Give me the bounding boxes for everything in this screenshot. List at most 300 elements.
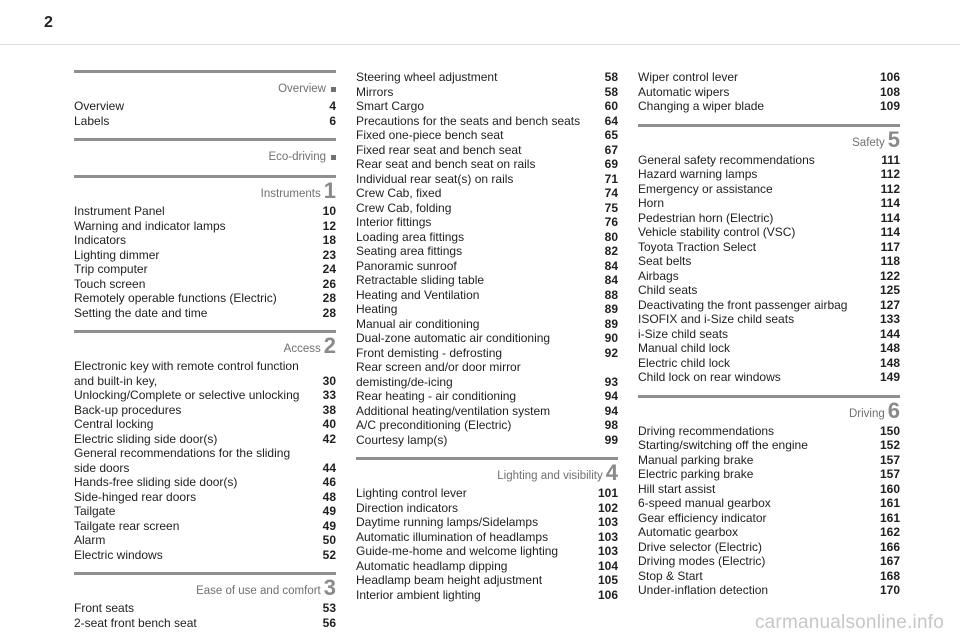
entry-page-number: 33 bbox=[322, 388, 336, 402]
toc-section bbox=[74, 175, 336, 320]
toc-section bbox=[356, 70, 618, 447]
entry-page-number: 166 bbox=[879, 539, 900, 554]
entry-page-number: 52 bbox=[322, 547, 336, 562]
toc-entry[interactable] bbox=[638, 327, 900, 342]
entry-title: Electric child lock bbox=[638, 355, 731, 370]
entry-title: Manual parking brake bbox=[638, 452, 754, 467]
square-bullet-icon bbox=[331, 155, 336, 160]
toc-entry[interactable] bbox=[356, 172, 618, 187]
toc-entry[interactable] bbox=[74, 306, 336, 321]
toc-entry[interactable] bbox=[356, 573, 618, 588]
toc-entry[interactable] bbox=[74, 233, 336, 248]
toc-entry[interactable] bbox=[356, 331, 618, 346]
entry-page-number: 149 bbox=[879, 370, 900, 384]
toc-entry[interactable] bbox=[638, 153, 900, 168]
toc-entry[interactable] bbox=[638, 225, 900, 240]
toc-entry[interactable] bbox=[356, 99, 618, 114]
entry-title: Instrument Panel bbox=[74, 204, 165, 218]
entry-title: Indicators bbox=[74, 233, 127, 247]
toc-entry[interactable] bbox=[638, 70, 900, 85]
toc-entry[interactable] bbox=[356, 143, 618, 158]
section-number: 6 bbox=[887, 397, 900, 423]
entry-page-number: 44 bbox=[322, 460, 336, 475]
entry-page-number: 170 bbox=[879, 583, 900, 597]
entry-title: Hazard warning lamps bbox=[638, 167, 758, 181]
entry-page-number: 46 bbox=[322, 475, 336, 489]
entry-title: Electric parking brake bbox=[638, 467, 754, 481]
entry-title: Remotely operable functions (Electric) bbox=[74, 291, 277, 305]
entry-title: Direction indicators bbox=[356, 500, 459, 515]
entry-title: Crew Cab, fixed bbox=[356, 186, 442, 200]
toc-entry[interactable] bbox=[356, 302, 618, 317]
toc-entry[interactable] bbox=[356, 433, 618, 448]
toc-entry[interactable] bbox=[74, 432, 336, 447]
toc-entry[interactable] bbox=[638, 240, 900, 255]
entry-title: Individual rear seat(s) on rails bbox=[356, 171, 514, 186]
entry-title: Fixed one-piece bench seat bbox=[356, 128, 504, 142]
entry-title: Side-hinged rear doors bbox=[74, 489, 197, 504]
entry-title: Seating area fittings bbox=[356, 244, 463, 258]
toc-entry[interactable] bbox=[356, 404, 618, 419]
entry-title: Headlamp beam height adjustment bbox=[356, 573, 543, 587]
toc-entry[interactable] bbox=[638, 85, 900, 100]
entry-page-number: 28 bbox=[322, 305, 336, 320]
toc-entry[interactable] bbox=[356, 515, 618, 530]
entry-title: Loading area fittings bbox=[356, 229, 465, 244]
entry-page-number: 89 bbox=[604, 302, 618, 316]
entry-page-number: 167 bbox=[879, 554, 900, 568]
entry-title: Precautions for the seats and bench seats bbox=[356, 113, 581, 128]
entry-title: Warning and indicator lamps bbox=[74, 218, 226, 233]
toc-entry[interactable] bbox=[638, 167, 900, 182]
entry-title: Manual air conditioning bbox=[356, 316, 480, 331]
entry-page-number: 114 bbox=[880, 196, 900, 210]
toc-entry[interactable] bbox=[74, 114, 336, 129]
entry-page-number: 64 bbox=[604, 113, 618, 128]
entry-page-number: 76 bbox=[604, 215, 618, 229]
toc-entry[interactable] bbox=[356, 186, 618, 201]
section-header bbox=[74, 330, 336, 357]
toc-entry[interactable] bbox=[356, 259, 618, 274]
toc-entry[interactable] bbox=[356, 70, 618, 85]
entry-page-number: 74 bbox=[604, 186, 618, 200]
entry-page-number: 144 bbox=[879, 326, 900, 341]
entry-page-number: 18 bbox=[322, 233, 336, 247]
entry-title: 6-speed manual gearbox bbox=[638, 496, 771, 510]
entry-page-number: 104 bbox=[597, 558, 618, 573]
entry-page-number: 125 bbox=[879, 283, 900, 297]
entry-page-number: 157 bbox=[879, 467, 900, 481]
entry-page-number: 65 bbox=[604, 128, 618, 142]
toc-column-3 bbox=[638, 70, 900, 608]
toc-entry[interactable] bbox=[638, 438, 900, 453]
toc-entry[interactable] bbox=[638, 540, 900, 555]
toc-entry[interactable] bbox=[356, 544, 618, 559]
toc-entry[interactable] bbox=[74, 291, 336, 306]
toc-entry[interactable] bbox=[74, 601, 336, 616]
entry-page-number: 108 bbox=[879, 84, 900, 99]
entry-title: Child lock on rear windows bbox=[638, 370, 781, 384]
entry-title: Manual child lock bbox=[638, 341, 731, 355]
entry-page-number: 168 bbox=[879, 568, 900, 583]
entry-title: Drive selector (Electric) bbox=[638, 539, 763, 554]
entry-page-number: 6 bbox=[329, 113, 336, 128]
toc-entry[interactable] bbox=[638, 554, 900, 569]
entry-title: Overview bbox=[74, 99, 125, 113]
section-title: Lighting and visibility bbox=[497, 470, 603, 482]
entry-page-number: 94 bbox=[604, 389, 618, 403]
entry-title: Fixed rear seat and bench seat bbox=[356, 142, 522, 157]
entry-page-number: 50 bbox=[322, 533, 336, 547]
entry-page-number: 118 bbox=[880, 254, 900, 268]
entry-title: Automatic headlamp dipping bbox=[356, 558, 508, 573]
section-title: Ease of use and comfort bbox=[196, 585, 321, 597]
toc-entry[interactable] bbox=[638, 569, 900, 584]
section-title: Instruments bbox=[260, 188, 321, 200]
toc-entry[interactable] bbox=[356, 128, 618, 143]
entry-page-number: 152 bbox=[879, 438, 900, 452]
entry-page-number: 89 bbox=[604, 316, 618, 331]
entry-title: Automatic wipers bbox=[638, 84, 730, 99]
toc-entry[interactable] bbox=[74, 359, 336, 388]
watermark: carmanualsonline.info bbox=[754, 612, 944, 633]
section-header bbox=[74, 572, 336, 599]
entry-page-number: 88 bbox=[604, 287, 618, 302]
entry-page-number: 24 bbox=[322, 262, 336, 276]
entry-title: A/C preconditioning (Electric) bbox=[356, 418, 512, 432]
entry-page-number: 106 bbox=[597, 587, 618, 602]
toc-entry[interactable] bbox=[638, 269, 900, 284]
entry-title: Front seats bbox=[74, 601, 135, 615]
toc-entry[interactable] bbox=[638, 99, 900, 114]
toc-entry[interactable] bbox=[356, 389, 618, 404]
entry-page-number: 10 bbox=[322, 204, 336, 218]
entry-title: Rear heating - air conditioning bbox=[356, 389, 517, 403]
entry-page-number: 42 bbox=[322, 431, 336, 446]
toc-section bbox=[74, 330, 336, 562]
toc-column-2 bbox=[356, 70, 618, 612]
entry-page-number: 150 bbox=[879, 423, 900, 438]
entry-title: Labels bbox=[74, 113, 110, 128]
toc-entry[interactable] bbox=[74, 504, 336, 519]
entry-title: Alarm bbox=[74, 533, 106, 547]
entry-title: Interior fittings bbox=[356, 215, 432, 229]
entry-title: Heating and Ventilation bbox=[356, 287, 480, 302]
toc-entry[interactable] bbox=[74, 475, 336, 490]
entry-title: Daytime running lamps/Sidelamps bbox=[356, 515, 539, 529]
entry-page-number: 161 bbox=[879, 496, 900, 510]
entry-title: Trip computer bbox=[74, 262, 148, 276]
toc-entry[interactable] bbox=[356, 114, 618, 129]
entry-title: General recommendations for the sliding side doors bbox=[74, 446, 291, 475]
entry-page-number: 127 bbox=[879, 297, 900, 312]
toc-entry[interactable] bbox=[74, 616, 336, 631]
entry-page-number: 58 bbox=[604, 84, 618, 99]
entry-page-number: 102 bbox=[597, 500, 618, 515]
entry-page-number: 93 bbox=[604, 374, 618, 389]
section-number: 5 bbox=[887, 126, 900, 152]
page-number: 2 bbox=[44, 14, 53, 31]
toc-entry[interactable] bbox=[638, 254, 900, 269]
entry-title: Tailgate rear screen bbox=[74, 518, 180, 533]
toc-entry[interactable] bbox=[356, 85, 618, 100]
entry-title: Child seats bbox=[638, 283, 698, 297]
entry-title: 2-seat front bench seat bbox=[74, 615, 197, 630]
entry-title: Horn bbox=[638, 196, 665, 210]
entry-title: Smart Cargo bbox=[356, 99, 425, 113]
entry-page-number: 82 bbox=[604, 244, 618, 258]
toc-entry[interactable] bbox=[74, 519, 336, 534]
entry-page-number: 56 bbox=[322, 615, 336, 630]
entry-page-number: 58 bbox=[604, 70, 618, 84]
entry-title: Pedestrian horn (Electric) bbox=[638, 210, 774, 225]
toc-entry[interactable] bbox=[74, 262, 336, 277]
entry-page-number: 90 bbox=[604, 331, 618, 345]
section-number: 1 bbox=[323, 178, 336, 203]
toc-entry[interactable] bbox=[74, 248, 336, 263]
entry-title: ISOFIX and i-Size child seats bbox=[638, 312, 795, 326]
toc-entry[interactable] bbox=[356, 288, 618, 303]
toc-entry[interactable] bbox=[356, 244, 618, 259]
entry-page-number: 40 bbox=[322, 417, 336, 431]
section-number: 4 bbox=[605, 460, 618, 485]
entry-page-number: 103 bbox=[597, 529, 618, 544]
entry-page-number: 53 bbox=[322, 601, 336, 615]
entry-title: Hill start assist bbox=[638, 481, 716, 496]
toc-entry[interactable] bbox=[356, 559, 618, 574]
entry-page-number: 122 bbox=[879, 268, 900, 283]
toc-entry[interactable] bbox=[638, 283, 900, 298]
entry-title: Airbags bbox=[638, 268, 679, 283]
entry-title: Emergency or assistance bbox=[638, 181, 773, 196]
header-divider bbox=[0, 44, 960, 45]
entry-page-number: 4 bbox=[329, 99, 336, 113]
entry-page-number: 98 bbox=[604, 418, 618, 432]
toc-entry[interactable] bbox=[74, 446, 336, 475]
entry-page-number: 99 bbox=[604, 432, 618, 447]
toc-section bbox=[638, 395, 900, 598]
entry-page-number: 117 bbox=[880, 239, 900, 254]
section-header bbox=[356, 457, 618, 484]
toc-entry[interactable] bbox=[638, 182, 900, 197]
toc-entry[interactable] bbox=[638, 482, 900, 497]
entry-title: Dual-zone automatic air conditioning bbox=[356, 331, 551, 345]
entry-title: Additional heating/ventilation system bbox=[356, 403, 551, 418]
entry-page-number: 109 bbox=[879, 99, 900, 113]
toc-entry[interactable] bbox=[74, 548, 336, 563]
entry-page-number: 49 bbox=[322, 518, 336, 533]
entry-title: Lighting dimmer bbox=[74, 247, 160, 262]
toc-entry[interactable] bbox=[638, 511, 900, 526]
entry-title: Tailgate bbox=[74, 504, 116, 518]
toc-entry[interactable] bbox=[356, 317, 618, 332]
entry-title: Mirrors bbox=[356, 84, 394, 99]
entry-title: Toyota Traction Select bbox=[638, 239, 757, 254]
entry-page-number: 133 bbox=[879, 312, 900, 326]
entry-title: Hands-free sliding side door(s) bbox=[74, 475, 238, 489]
section-header bbox=[638, 395, 900, 422]
entry-title: Back-up procedures bbox=[74, 402, 182, 417]
entry-title: Unlocking/Complete or selective unlocking bbox=[74, 388, 300, 402]
toc-entry[interactable] bbox=[638, 583, 900, 598]
toc-entry[interactable] bbox=[356, 530, 618, 545]
entry-title: Panoramic sunroof bbox=[356, 258, 457, 273]
toc-entry[interactable] bbox=[638, 341, 900, 356]
toc-entry[interactable] bbox=[356, 501, 618, 516]
section-title: Access bbox=[283, 343, 321, 355]
toc-entry[interactable] bbox=[638, 356, 900, 371]
entry-title: Driving recommendations bbox=[638, 423, 775, 438]
toc-entry[interactable] bbox=[74, 204, 336, 219]
entry-page-number: 148 bbox=[879, 341, 900, 355]
toc-entry[interactable] bbox=[638, 453, 900, 468]
entry-page-number: 92 bbox=[604, 345, 618, 360]
toc-entry[interactable] bbox=[74, 388, 336, 403]
entry-title: Under-inflation detection bbox=[638, 583, 769, 597]
toc-entry[interactable] bbox=[356, 201, 618, 216]
toc-entry[interactable] bbox=[74, 99, 336, 114]
toc-entry[interactable] bbox=[74, 533, 336, 548]
entry-title: Touch screen bbox=[74, 276, 146, 291]
entry-title: Automatic illumination of headlamps bbox=[356, 529, 549, 544]
toc-entry[interactable] bbox=[74, 403, 336, 418]
toc-entry[interactable] bbox=[356, 360, 618, 389]
toc-entry[interactable] bbox=[356, 230, 618, 245]
entry-page-number: 112 bbox=[880, 167, 900, 181]
entry-title: Changing a wiper blade bbox=[638, 99, 765, 113]
entry-title: Gear efficiency indicator bbox=[638, 510, 767, 525]
toc-column-1 bbox=[74, 70, 336, 640]
entry-page-number: 84 bbox=[604, 273, 618, 287]
toc-section bbox=[74, 70, 336, 128]
entry-page-number: 26 bbox=[322, 276, 336, 291]
entry-title: Setting the date and time bbox=[74, 305, 208, 320]
entry-title: Interior ambient lighting bbox=[356, 587, 481, 602]
entry-title: Automatic gearbox bbox=[638, 525, 739, 539]
entry-title: Front demisting - defrosting bbox=[356, 345, 503, 360]
toc-entry[interactable] bbox=[356, 273, 618, 288]
entry-title: Crew Cab, folding bbox=[356, 200, 452, 215]
entry-title: Rear seat and bench seat on rails bbox=[356, 157, 536, 171]
section-header bbox=[638, 124, 900, 151]
toc-entry[interactable] bbox=[638, 370, 900, 385]
toc-entry[interactable] bbox=[356, 157, 618, 172]
toc-entry[interactable] bbox=[638, 312, 900, 327]
section-title: Eco-driving bbox=[268, 151, 326, 163]
entry-title: Driving modes (Electric) bbox=[638, 554, 766, 568]
section-number: 2 bbox=[323, 333, 336, 358]
toc-entry[interactable] bbox=[356, 588, 618, 603]
entry-page-number: 38 bbox=[322, 402, 336, 417]
toc-entry[interactable] bbox=[638, 196, 900, 211]
entry-page-number: 71 bbox=[604, 171, 618, 186]
entry-title: Stop & Start bbox=[638, 568, 703, 583]
entry-title: Retractable sliding table bbox=[356, 273, 485, 287]
entry-page-number: 94 bbox=[604, 403, 618, 418]
entry-page-number: 105 bbox=[597, 573, 618, 587]
entry-title: Starting/switching off the engine bbox=[638, 438, 808, 452]
toc-entry[interactable] bbox=[74, 277, 336, 292]
toc-section bbox=[356, 457, 618, 602]
entry-title: General safety recommendations bbox=[638, 152, 815, 167]
entry-page-number: 49 bbox=[322, 504, 336, 518]
entry-title: Deactivating the front passenger airbag bbox=[638, 297, 848, 312]
entry-title: Rear screen and/or door mirror demisting/de-icing bbox=[356, 360, 521, 389]
entry-page-number: 23 bbox=[322, 247, 336, 262]
toc-entry[interactable] bbox=[74, 417, 336, 432]
entry-page-number: 12 bbox=[322, 218, 336, 233]
entry-page-number: 111 bbox=[881, 152, 900, 167]
square-bullet-icon bbox=[331, 87, 336, 92]
entry-title: i-Size child seats bbox=[638, 326, 729, 341]
toc-entry[interactable] bbox=[74, 219, 336, 234]
toc-entry[interactable] bbox=[356, 215, 618, 230]
entry-page-number: 80 bbox=[604, 229, 618, 244]
entry-page-number: 84 bbox=[604, 258, 618, 273]
entry-page-number: 69 bbox=[604, 157, 618, 171]
section-header bbox=[74, 138, 336, 165]
entry-title: Electric windows bbox=[74, 547, 163, 562]
entry-page-number: 60 bbox=[604, 99, 618, 113]
toc-entry[interactable] bbox=[356, 486, 618, 501]
entry-title: Wiper control lever bbox=[638, 70, 739, 84]
entry-title: Heating bbox=[356, 302, 398, 316]
entry-title: Lighting control lever bbox=[356, 486, 467, 500]
toc-section bbox=[638, 70, 900, 114]
toc-section bbox=[74, 138, 336, 165]
entry-page-number: 48 bbox=[322, 489, 336, 504]
section-title: Safety bbox=[852, 136, 885, 149]
entry-page-number: 148 bbox=[879, 355, 900, 370]
entry-title: Electronic key with remote control function and built-in key, bbox=[74, 359, 299, 388]
entry-title: Guide-me-home and welcome lighting bbox=[356, 544, 559, 558]
section-header bbox=[74, 175, 336, 202]
entry-page-number: 162 bbox=[879, 525, 900, 539]
entry-title: Electric sliding side door(s) bbox=[74, 431, 218, 446]
entry-page-number: 67 bbox=[604, 142, 618, 157]
toc-entry[interactable] bbox=[638, 467, 900, 482]
section-number: 3 bbox=[323, 575, 336, 600]
entry-page-number: 112 bbox=[880, 181, 900, 196]
section-header bbox=[74, 70, 336, 97]
entry-page-number: 28 bbox=[322, 291, 336, 305]
toc-entry[interactable] bbox=[356, 418, 618, 433]
toc-entry[interactable] bbox=[356, 346, 618, 361]
entry-title: Vehicle stability control (VSC) bbox=[638, 225, 796, 239]
entry-page-number: 114 bbox=[880, 210, 900, 225]
entry-page-number: 103 bbox=[597, 515, 618, 529]
entry-title: Steering wheel adjustment bbox=[356, 70, 498, 84]
toc-entry[interactable] bbox=[638, 525, 900, 540]
entry-page-number: 101 bbox=[597, 486, 618, 500]
toc-section bbox=[74, 572, 336, 630]
toc-entry[interactable] bbox=[638, 211, 900, 226]
entry-title: Courtesy lamp(s) bbox=[356, 432, 448, 447]
toc-entry[interactable] bbox=[638, 496, 900, 511]
entry-page-number: 103 bbox=[597, 544, 618, 558]
entry-title: Central locking bbox=[74, 417, 154, 431]
entry-page-number: 75 bbox=[604, 200, 618, 215]
entry-page-number: 161 bbox=[879, 510, 900, 525]
entry-page-number: 30 bbox=[322, 373, 336, 388]
toc-entry[interactable] bbox=[638, 424, 900, 439]
entry-page-number: 157 bbox=[879, 452, 900, 467]
toc-entry[interactable] bbox=[638, 298, 900, 313]
entry-title: Seat belts bbox=[638, 254, 692, 268]
section-title: Overview bbox=[278, 83, 326, 95]
toc-entry[interactable] bbox=[74, 490, 336, 505]
section-title: Driving bbox=[848, 407, 885, 420]
